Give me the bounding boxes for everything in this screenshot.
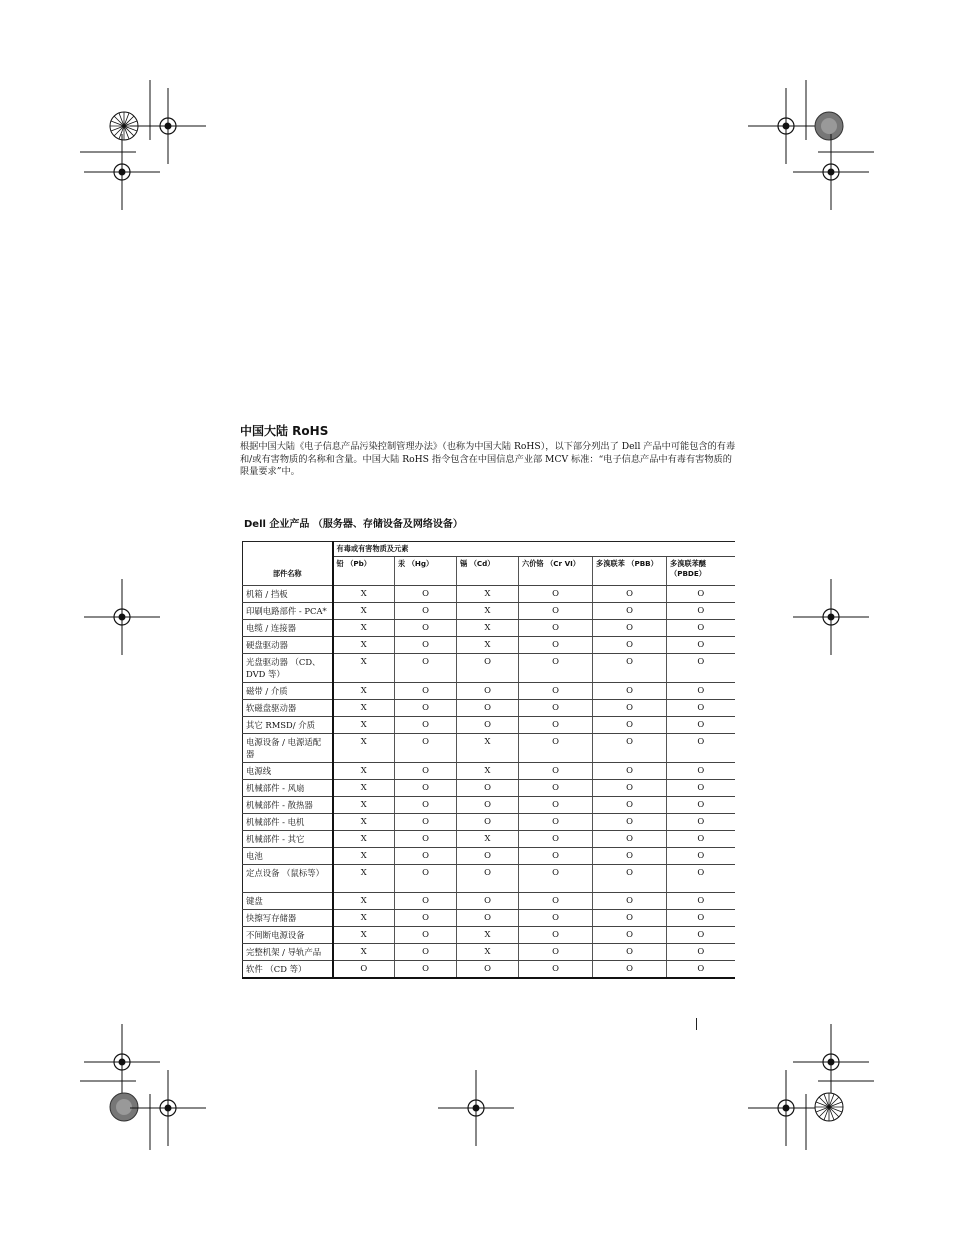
- table-row: [243, 780, 735, 797]
- table-row: [243, 944, 735, 961]
- substance-value-cell: O: [593, 637, 667, 654]
- substance-value-cell: O: [667, 654, 735, 683]
- column-header: 六价铬 （Cr VI）: [519, 557, 593, 586]
- substance-value-cell: O: [667, 797, 735, 814]
- substance-value-cell: X: [457, 734, 519, 763]
- part-name-cell: 机箱 / 挡板: [243, 586, 333, 603]
- substance-value-cell: O: [593, 893, 667, 910]
- substance-value-cell: O: [593, 586, 667, 603]
- substance-value-cell: O: [519, 780, 593, 797]
- part-name-cell: 快擦写存储器: [243, 910, 333, 927]
- substance-value-cell: X: [333, 717, 395, 734]
- substance-value-cell: O: [395, 814, 457, 831]
- substance-value-cell: X: [333, 734, 395, 763]
- substance-value-cell: O: [457, 654, 519, 683]
- table-row: [243, 763, 735, 780]
- table-row: [243, 893, 735, 910]
- section-intro: 根据中国大陆《电子信息产品污染控制管理办法》（也称为中国大陆 RoHS），以下部分列出了 Dell 产品中可能包含的有毒和/或有害物质的名称和含量。中国大陆 RoHS 指令包含在中国信息产业部 MCV 标准：“电子信息产品中有毒有害物质的限量要求”中。: [240, 441, 736, 477]
- substance-value-cell: O: [593, 780, 667, 797]
- substance-value-cell: O: [519, 586, 593, 603]
- substance-value-cell: X: [333, 683, 395, 700]
- part-name-cell: 机械部件 - 散热器: [243, 797, 333, 814]
- substance-value-cell: X: [333, 620, 395, 637]
- substance-value-cell: O: [667, 961, 735, 979]
- substance-value-cell: O: [593, 961, 667, 979]
- table-row: [243, 910, 735, 927]
- substance-value-cell: O: [519, 654, 593, 683]
- substance-value-cell: X: [333, 700, 395, 717]
- substance-value-cell: O: [667, 893, 735, 910]
- substance-value-cell: O: [593, 717, 667, 734]
- substance-value-cell: O: [395, 620, 457, 637]
- substance-value-cell: O: [519, 848, 593, 865]
- part-name-header: 部件名称: [243, 542, 333, 586]
- column-header: 汞 （Hg）: [395, 557, 457, 586]
- substance-value-cell: O: [519, 683, 593, 700]
- substance-value-cell: O: [457, 961, 519, 979]
- substance-value-cell: O: [519, 637, 593, 654]
- part-name-cell: 机械部件 - 电机: [243, 814, 333, 831]
- substance-value-cell: O: [457, 848, 519, 865]
- substance-value-cell: X: [333, 848, 395, 865]
- substance-value-cell: O: [667, 734, 735, 763]
- substance-value-cell: O: [667, 717, 735, 734]
- substance-value-cell: O: [395, 734, 457, 763]
- substance-value-cell: X: [333, 780, 395, 797]
- substance-value-cell: O: [519, 797, 593, 814]
- substance-value-cell: X: [333, 763, 395, 780]
- substance-value-cell: O: [395, 927, 457, 944]
- substance-value-cell: X: [333, 927, 395, 944]
- substance-value-cell: O: [593, 683, 667, 700]
- substance-value-cell: O: [519, 717, 593, 734]
- substance-value-cell: X: [333, 637, 395, 654]
- substance-value-cell: O: [395, 865, 457, 893]
- substance-value-cell: O: [395, 944, 457, 961]
- part-name-cell: 软磁盘驱动器: [243, 700, 333, 717]
- substance-value-cell: O: [457, 893, 519, 910]
- substance-value-cell: O: [667, 865, 735, 893]
- substance-value-cell: X: [457, 763, 519, 780]
- substance-value-cell: O: [395, 910, 457, 927]
- part-name-cell: 电池: [243, 848, 333, 865]
- substance-value-cell: O: [593, 927, 667, 944]
- substance-value-cell: O: [333, 961, 395, 979]
- substance-value-cell: O: [519, 910, 593, 927]
- substance-value-cell: O: [457, 683, 519, 700]
- substance-value-cell: O: [593, 848, 667, 865]
- substance-value-cell: O: [667, 831, 735, 848]
- substance-value-cell: O: [519, 620, 593, 637]
- part-name-cell: 电源线: [243, 763, 333, 780]
- substance-value-cell: X: [333, 797, 395, 814]
- part-name-cell: 键盘: [243, 893, 333, 910]
- substance-value-cell: O: [667, 620, 735, 637]
- table-row: [243, 654, 735, 683]
- part-name-cell: 磁带 / 介质: [243, 683, 333, 700]
- table-row: [243, 603, 735, 620]
- column-header: 铅 （Pb）: [333, 557, 395, 586]
- substance-value-cell: O: [519, 944, 593, 961]
- table-row: [243, 620, 735, 637]
- substance-value-cell: O: [395, 763, 457, 780]
- substance-value-cell: O: [519, 893, 593, 910]
- substance-value-cell: X: [457, 603, 519, 620]
- part-name-cell: 完整机架 / 导轨产品: [243, 944, 333, 961]
- substance-value-cell: O: [519, 865, 593, 893]
- section-title: 中国大陆 RoHS: [240, 424, 329, 438]
- substance-value-cell: O: [457, 865, 519, 893]
- substance-value-cell: O: [457, 700, 519, 717]
- substance-value-cell: O: [593, 654, 667, 683]
- table-row: [243, 700, 735, 717]
- part-name-cell: 光盘驱动器 （CD、 DVD 等）: [243, 654, 333, 683]
- substance-value-cell: O: [593, 797, 667, 814]
- substance-value-cell: O: [395, 797, 457, 814]
- column-header: 多溴联苯醚 （PBDE）: [667, 557, 735, 586]
- substance-value-cell: O: [519, 734, 593, 763]
- substance-value-cell: O: [667, 700, 735, 717]
- substance-value-cell: O: [395, 717, 457, 734]
- column-header: 镉 （Cd）: [457, 557, 519, 586]
- table-row: [243, 961, 735, 979]
- substance-value-cell: X: [333, 603, 395, 620]
- substance-value-cell: X: [333, 654, 395, 683]
- substance-value-cell: O: [395, 654, 457, 683]
- substance-value-cell: X: [457, 944, 519, 961]
- substance-group-header: 有毒或有害物质及元素: [333, 542, 735, 557]
- table-row: [243, 848, 735, 865]
- substance-value-cell: O: [519, 603, 593, 620]
- substance-value-cell: O: [593, 763, 667, 780]
- page-number-rule: [696, 1018, 697, 1030]
- table-row: [243, 717, 735, 734]
- table-row: [243, 734, 735, 763]
- substance-value-cell: X: [333, 893, 395, 910]
- substance-value-cell: X: [333, 586, 395, 603]
- part-name-cell: 电源设备 / 电源适配器: [243, 734, 333, 763]
- substance-value-cell: O: [593, 814, 667, 831]
- substance-value-cell: O: [593, 734, 667, 763]
- substance-value-cell: O: [395, 893, 457, 910]
- substance-value-cell: O: [593, 603, 667, 620]
- substance-value-cell: X: [333, 865, 395, 893]
- table-row: [243, 637, 735, 654]
- substance-value-cell: O: [519, 927, 593, 944]
- rohs-table: [242, 541, 735, 979]
- substance-value-cell: X: [333, 831, 395, 848]
- substance-value-cell: O: [667, 848, 735, 865]
- substance-value-cell: O: [457, 797, 519, 814]
- substance-value-cell: O: [395, 831, 457, 848]
- substance-value-cell: X: [457, 927, 519, 944]
- part-name-cell: 软件 （CD 等）: [243, 961, 333, 979]
- substance-value-cell: X: [333, 910, 395, 927]
- table-row: [243, 683, 735, 700]
- substance-value-cell: O: [457, 910, 519, 927]
- substance-value-cell: X: [333, 944, 395, 961]
- substance-value-cell: O: [395, 700, 457, 717]
- table-row: [243, 814, 735, 831]
- table-row: [243, 831, 735, 848]
- substance-value-cell: O: [593, 620, 667, 637]
- table-caption: Dell 企业产品 （服务器、存储设备及网络设备）: [244, 519, 463, 530]
- part-name-cell: 机械部件 - 其它: [243, 831, 333, 848]
- substance-value-cell: O: [667, 586, 735, 603]
- substance-value-cell: X: [457, 637, 519, 654]
- substance-value-cell: X: [333, 814, 395, 831]
- substance-value-cell: O: [667, 780, 735, 797]
- substance-value-cell: X: [457, 831, 519, 848]
- part-name-cell: 其它 RMSD/ 介质: [243, 717, 333, 734]
- substance-value-cell: O: [667, 763, 735, 780]
- substance-value-cell: O: [395, 586, 457, 603]
- substance-value-cell: X: [457, 620, 519, 637]
- substance-value-cell: O: [519, 961, 593, 979]
- substance-value-cell: O: [593, 944, 667, 961]
- substance-value-cell: O: [519, 763, 593, 780]
- substance-value-cell: O: [667, 637, 735, 654]
- substance-value-cell: O: [457, 717, 519, 734]
- substance-value-cell: O: [667, 683, 735, 700]
- substance-value-cell: O: [667, 910, 735, 927]
- substance-value-cell: O: [395, 637, 457, 654]
- substance-value-cell: O: [593, 700, 667, 717]
- part-name-cell: 印刷电路部件 - PCA*: [243, 603, 333, 620]
- table-row: [243, 586, 735, 603]
- substance-value-cell: O: [593, 910, 667, 927]
- substance-value-cell: O: [457, 780, 519, 797]
- substance-value-cell: O: [667, 927, 735, 944]
- substance-value-cell: O: [519, 814, 593, 831]
- part-name-cell: 定点设备 （鼠标等）: [243, 865, 333, 893]
- substance-value-cell: O: [519, 831, 593, 848]
- table-row: [243, 865, 735, 893]
- substance-value-cell: O: [593, 831, 667, 848]
- substance-value-cell: O: [395, 961, 457, 979]
- substance-value-cell: O: [395, 603, 457, 620]
- substance-value-cell: O: [667, 944, 735, 961]
- table-row: [243, 797, 735, 814]
- substance-value-cell: O: [667, 814, 735, 831]
- table-row: [243, 927, 735, 944]
- substance-value-cell: O: [457, 814, 519, 831]
- substance-value-cell: O: [395, 683, 457, 700]
- substance-value-cell: O: [593, 865, 667, 893]
- substance-value-cell: O: [395, 848, 457, 865]
- substance-value-cell: O: [667, 603, 735, 620]
- substance-value-cell: O: [395, 780, 457, 797]
- rohs-table-body: [243, 586, 735, 979]
- part-name-cell: 电缆 / 连接器: [243, 620, 333, 637]
- column-header: 多溴联苯 （PBB）: [593, 557, 667, 586]
- part-name-cell: 不间断电源设备: [243, 927, 333, 944]
- substance-value-cell: X: [457, 586, 519, 603]
- part-name-cell: 机械部件 - 风扇: [243, 780, 333, 797]
- substance-value-cell: O: [519, 700, 593, 717]
- part-name-cell: 硬盘驱动器: [243, 637, 333, 654]
